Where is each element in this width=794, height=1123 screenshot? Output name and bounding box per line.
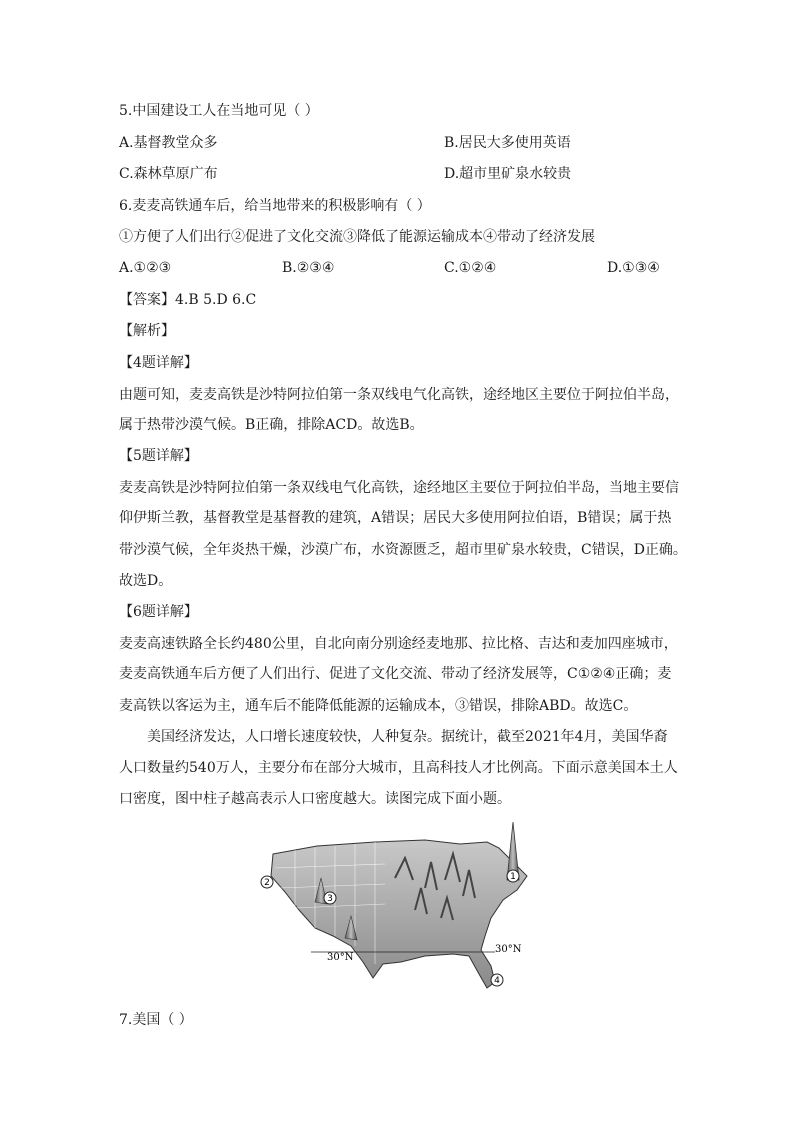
- detail-5-line-2: 仰伊斯兰教，基督教堂是基督教的建筑，A错误；居民大多使用阿拉伯语，B错误；属于热: [119, 510, 672, 526]
- marker-1-label: 1: [510, 872, 516, 882]
- latitude-label-west: 30°N: [327, 952, 354, 963]
- analysis-label: 【解析】: [119, 323, 175, 339]
- intro-line-2: 人口数量约540万人，主要分布在部分大城市，且高科技人才比例高。下面示意美国本土人: [119, 760, 678, 776]
- map-land: [271, 840, 527, 988]
- q6-option-a: A.①②③: [119, 260, 172, 276]
- answer-line: 【答案】4.B 5.D 6.C: [119, 292, 257, 308]
- detail-4-line-2: 属于热带沙漠气候。B正确，排除ACD。故选B。: [119, 417, 424, 433]
- us-population-density-map: [255, 818, 555, 998]
- q6-stem: 6.麦麦高铁通车后，给当地带来的积极影响有（ ）: [119, 198, 431, 214]
- detail-6-title: 【6题详解】: [119, 604, 198, 620]
- detail-6-line-1: 麦麦高速铁路全长约480公里，自北向南分别途经麦地那、拉比格、吉达和麦加四座城市，: [119, 636, 678, 652]
- detail-5-line-4: 故选D。: [119, 573, 173, 589]
- detail-4-line-1: 由题可知，麦麦高铁是沙特阿拉伯第一条双线电气化高铁，途经地区主要位于阿拉伯半岛，: [119, 387, 679, 403]
- marker-2-label: 2: [264, 878, 270, 888]
- q6-items: ①方便了人们出行②促进了文化交流③降低了能源运输成本④带动了经济发展: [119, 229, 595, 245]
- marker-3-label: 3: [327, 894, 333, 904]
- q6-option-c: C.①②④: [444, 260, 497, 276]
- q6-option-d: D.①③④: [607, 260, 660, 276]
- q5-option-a: A.基督教堂众多: [119, 135, 218, 151]
- intro-line-3: 口密度，图中柱子越高表示人口密度越大。读图完成下面小题。: [119, 791, 511, 807]
- detail-6-line-2: 麦麦高铁通车后方便了人们出行、促进了文化交流、带动了经济发展等，C①②④正确；麦: [119, 666, 672, 682]
- latitude-label-east: 30°N: [495, 944, 522, 955]
- q5-option-b: B.居民大多使用英语: [444, 135, 571, 151]
- q5-stem: 5.中国建设工人在当地可见（ ）: [119, 103, 319, 119]
- detail-5-line-3: 带沙漠气候，全年炎热干燥，沙漠广布，水资源匮乏，超市里矿泉水较贵，C错误，D正确。: [119, 542, 687, 558]
- marker-4-label: 4: [494, 976, 500, 986]
- detail-5-line-1: 麦麦高铁是沙特阿拉伯第一条双线电气化高铁，途经地区主要位于阿拉伯半岛，当地主要信: [119, 480, 679, 496]
- q6-option-b: B.②③④: [282, 260, 335, 276]
- q5-option-d: D.超市里矿泉水较贵: [444, 166, 572, 182]
- intro-line-1: 美国经济发达，人口增长速度较快，人种复杂。据统计，截至2021年4月，美国华裔: [147, 729, 668, 745]
- detail-5-title: 【5题详解】: [119, 448, 198, 464]
- q7-stem: 7.美国（ ）: [119, 1012, 193, 1028]
- q5-option-c: C.森林草原广布: [119, 166, 218, 182]
- detail-6-line-3: 麦高铁以客运为主，通车后不能降低能源的运输成本，③错误，排除ABD。故选C。: [119, 698, 638, 714]
- detail-4-title: 【4题详解】: [119, 355, 198, 371]
